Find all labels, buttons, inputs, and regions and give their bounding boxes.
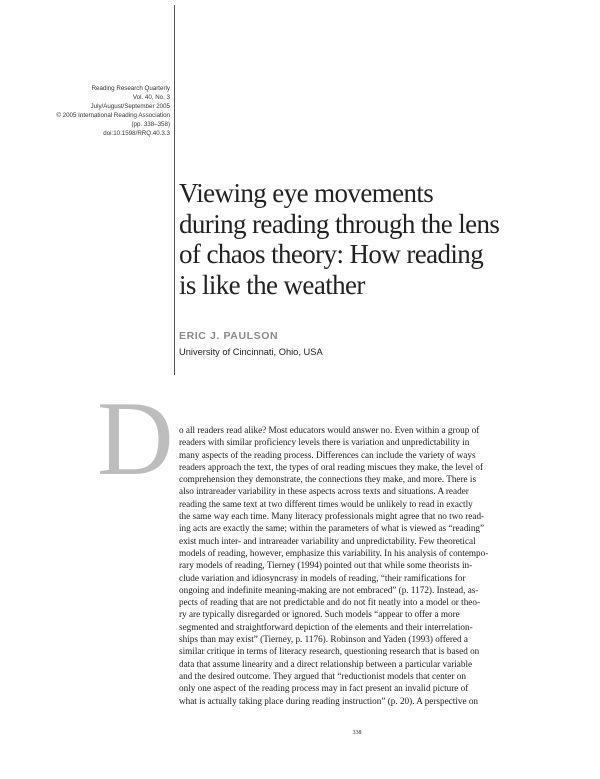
journal-metadata — [10, 84, 170, 139]
body-line: pects of reading that are not predictable and do not fit neatly into a model or theo- — [179, 597, 481, 608]
body-line: the same way each time. Many literacy professionals might agree that no two read- — [179, 511, 485, 522]
author-affiliation: University of Cincinnati, Ohio, USA — [179, 347, 323, 357]
drop-cap: D — [97, 380, 174, 497]
body-line: only one aspect of the reading process may in fact present an invalid picture of — [179, 683, 469, 694]
journal-pages: (pp. 338–358) — [131, 121, 170, 129]
body-line: ongoing and indefinite meaning-making are not embraced” (p. 1172). Instead, as- — [179, 584, 479, 595]
body-line: ing acts are exactly the same; within the parameters of what is viewed as “reading” — [179, 523, 485, 534]
journal-name: Reading Research Quarterly — [91, 85, 170, 92]
title-line: Viewing eye movements — [179, 178, 434, 208]
body-line: exist much inter- and intrareader variability and unpredictability. Few theoretical — [179, 535, 476, 546]
body-line: o all readers read alike? Most educators would answer no. Even within a group of — [179, 425, 480, 435]
body-line: readers with similar proficiency levels there is variation and unpredictability in — [179, 437, 470, 448]
body-line: clude variation and idiosyncrasy in models of reading, “their ramifications for — [179, 572, 466, 583]
journal-issue-date: July/August/September 2005 — [90, 103, 170, 111]
journal-doi: doi:10.1598/RRQ.40.3.3 — [103, 130, 170, 138]
body-line: models of reading, however, emphasize this variability. In his analysis of contempo- — [179, 547, 489, 558]
body-line: comprehension they demonstrate, the connections they make, and more. There is — [179, 474, 477, 485]
body-line: similar critique in terms of literacy research, questioning research that is based on — [179, 646, 480, 657]
page-number: 338 — [352, 730, 362, 736]
body-line: also intrareader variability in these aspects across texts and situations. A reader — [179, 486, 469, 497]
body-line: data that assume linearity and a direct relationship between a particular variable — [179, 658, 473, 669]
body-line: reading the same text at two different times would be unlikely to read in exactly — [179, 498, 473, 509]
title-line: of chaos theory: How reading — [179, 239, 484, 269]
article-title — [179, 178, 579, 300]
body-line: what is actually taking place during reading instruction” (p. 20). A perspective on — [179, 695, 479, 706]
body-line: ry are typically disregarded or ignored. Such models “appear to offer a more — [179, 609, 460, 620]
title-line: during reading through the lens — [179, 208, 500, 239]
body-line: rary models of reading, Tierney (1994) pointed out that while some theorists in- — [179, 560, 473, 571]
body-line: many aspects of the reading process. Differences can include the variety of ways — [179, 449, 476, 460]
journal-copyright: © 2005 International Reading Association — [56, 112, 170, 120]
body-line: ships than may exist” (Tierney, p. 1176). Robinson and Yaden (1993) offered a — [179, 634, 468, 645]
body-line: and the desired outcome. They argued that “reductionist models that center on — [179, 670, 466, 681]
journal-volume: Vol. 40, No. 3 — [132, 94, 170, 102]
article-body — [179, 424, 539, 707]
margin-rule — [174, 5, 175, 375]
body-line: readers approach the text, the types of oral reading miscues they make, the level of — [179, 461, 484, 472]
author-name: ERIC J. PAULSON — [179, 330, 279, 342]
title-line: is like the weather — [179, 269, 365, 300]
body-line: segmented and straightforward depiction of the elements and their interrelation- — [179, 621, 473, 632]
